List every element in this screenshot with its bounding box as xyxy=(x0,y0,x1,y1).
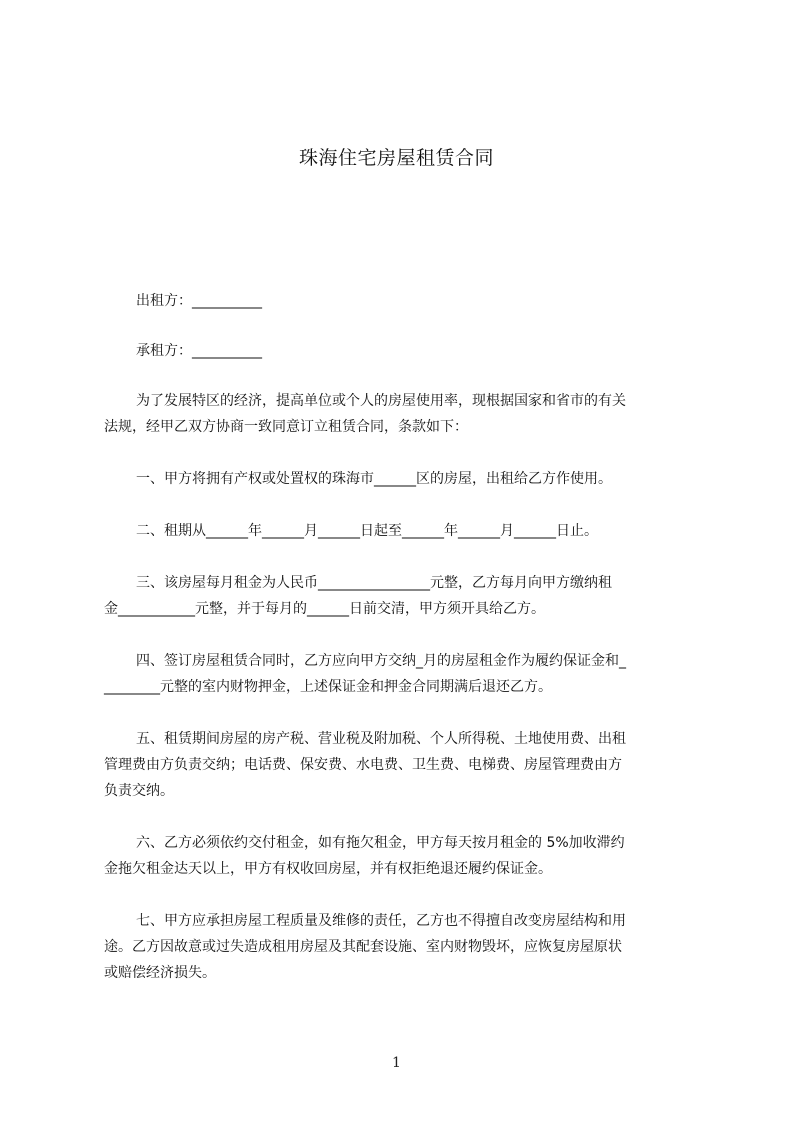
lessor-line: 出租方：__________ xyxy=(136,293,262,309)
clause-5 xyxy=(104,726,702,804)
clause-6 xyxy=(104,830,702,882)
document-title: 珠海住宅房屋租赁合同 xyxy=(298,147,494,169)
clause-6-line-2: 金拖欠租金达天以上，甲方有权收回房屋，并有权拒绝退还履约保证金。 xyxy=(104,861,552,877)
clause-5-line-1: 五、租赁期间房屋的房产税、营业税及附加税、个人所得税、土地使用费、出租 xyxy=(136,731,626,747)
clause-1: 一、甲方将拥有产权或处置权的珠海市______区的房屋，出租给乙方作使用。 xyxy=(136,471,612,487)
clause-7-line-3: 或赔偿经济损失。 xyxy=(104,965,216,981)
clause-7-line-2: 途。乙方因故意或过失造成租用房屋及其配套设施、室内财物毁坏，应恢复房屋原状 xyxy=(104,939,622,955)
clause-4-line-2: ________元整的室内财物押金，上述保证金和押金合同期满后退还乙方。 xyxy=(104,679,552,695)
clause-4-line-1: 四、签订房屋租赁合同时，乙方应向甲方交纳_月的房屋租金作为履约保证金和_ xyxy=(136,653,626,669)
intro-line-2: 法规，经甲乙双方协商一致同意订立租赁合同，条款如下： xyxy=(104,419,468,435)
clause-3-line-1: 三、该房屋每月租金为人民币________________元整，乙方每月向甲方缴纳租 xyxy=(136,575,612,591)
clause-2: 二、租期从______年______月______日起至______年______月______日止。 xyxy=(136,523,598,539)
intro-paragraph xyxy=(104,388,702,440)
clause-3-line-2: 金___________元整，并于每月的______日前交清，甲方须开具给乙方。 xyxy=(104,601,545,617)
clause-5-line-3: 负责交纳。 xyxy=(104,783,174,799)
clause-7-line-1: 七、甲方应承担房屋工程质量及维修的责任，乙方也不得擅自改变房屋结构和用 xyxy=(136,913,626,929)
clause-3 xyxy=(104,570,702,622)
clause-6-line-1: 六、乙方必须依约交付租金，如有拖欠租金，甲方每天按月租金的 5%加收滞约 xyxy=(136,835,625,851)
intro-line-1: 为了发展特区的经济，提高单位或个人的房屋使用率，现根据国家和省市的有关 xyxy=(136,393,626,409)
lessee-line: 承租方：__________ xyxy=(136,343,262,359)
clause-7 xyxy=(104,908,702,986)
page-number: 1 xyxy=(392,1055,401,1071)
document-body xyxy=(104,288,702,986)
clause-5-line-2: 管理费由方负责交纳；电话费、保安费、水电费、卫生费、电梯费、房屋管理费由方 xyxy=(104,757,622,773)
clause-4 xyxy=(104,648,702,700)
